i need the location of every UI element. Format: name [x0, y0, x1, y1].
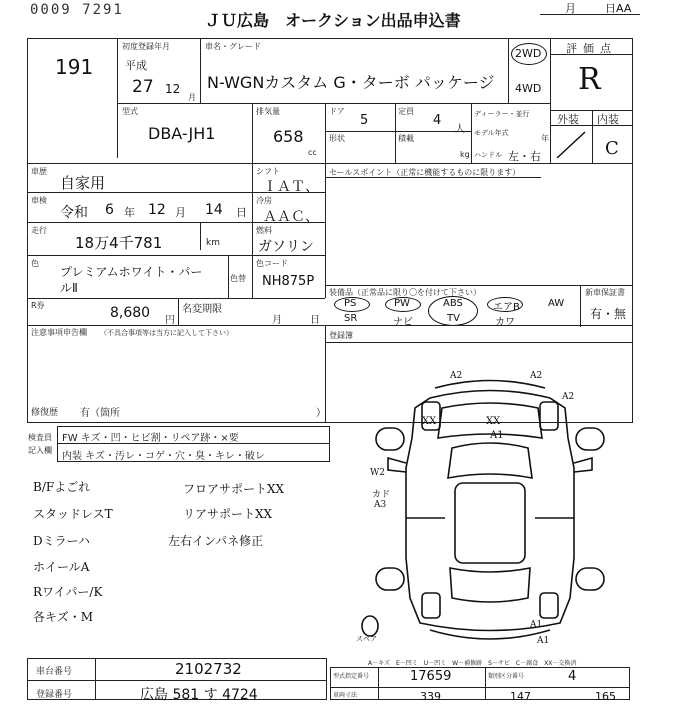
equip-leather: カワ [495, 317, 515, 328]
int-value: C [605, 138, 619, 159]
inspection-year: 6 [105, 202, 114, 218]
displacement-value: 658 [273, 127, 304, 146]
mileage-value: 18万4千781 [75, 234, 163, 252]
color-code-label: 色コード [256, 259, 288, 268]
inspection-month-unit: 月 [175, 206, 186, 219]
diag-mark-spare: スペア [356, 635, 377, 643]
shift-value: ＩＡＴ、 [263, 179, 319, 195]
registration-check-value: 有・無 [590, 307, 627, 321]
color-value-2: ルⅡ [60, 281, 78, 295]
model-grade-label: 車名・グレード [205, 42, 261, 51]
diag-mark-a1-2: A1 [530, 620, 543, 630]
ac-value: ＡＡＣ、 [263, 209, 319, 225]
form-title: ＪＵ広島 オークション出品申込書 [205, 11, 461, 30]
usage-label: 車歴 [31, 167, 47, 176]
mileage-unit: km [206, 238, 220, 248]
car-damage-diagram [360, 368, 620, 653]
serial-number: 0009 7291 [30, 2, 124, 18]
diag-mark-xx-2: XX [486, 416, 501, 427]
note-left-3: Dミラーハ [33, 534, 91, 548]
capacity-unit: 人 [455, 124, 465, 135]
recycle-value: 8,680 [110, 305, 151, 321]
equip-abs: ABS [443, 298, 463, 309]
dealer-label: ディーラー・並行 [474, 110, 530, 118]
length: 339 [420, 690, 441, 703]
inspector-int-line: 内装 キズ・汚レ・コゲ・穴・臭・キレ・破レ [62, 451, 265, 462]
diag-mark-corner: カド [372, 490, 391, 500]
diag-mark-w2: W2 [370, 468, 385, 478]
note-left-5: Rワイパー/K [33, 585, 103, 599]
inspection-month: 12 [148, 202, 166, 218]
repair-close: ） [316, 408, 326, 419]
date-month: 月 [565, 2, 576, 15]
type-label: 型式 [122, 107, 138, 116]
registration-check-label: 新車保証書 [585, 288, 625, 297]
length-label: 車両寸法 [333, 692, 358, 699]
score-label: 評価点 [566, 42, 617, 55]
note-right-3: 左右インパネ修正 [168, 534, 264, 548]
recycle-unit: 円 [165, 315, 175, 326]
ext-label: 外装 [557, 113, 579, 126]
note-left-4: ホイールA [33, 560, 90, 574]
model-year-unit: 年 [541, 134, 549, 143]
ac-label: 冷房 [256, 196, 272, 205]
doors-value: 5 [360, 113, 369, 128]
equip-tv: TV [447, 313, 460, 324]
mileage-label: 走行 [31, 226, 47, 235]
equipment-label: 装備品（正常品に限り〇を付けて下さい） [329, 288, 481, 297]
reg-number: 広島 581 す 4724 [140, 687, 258, 703]
inspection-era: 令和 [60, 205, 88, 221]
equip-navi: ナビ [393, 317, 413, 328]
category: 4 [568, 669, 577, 684]
diag-mark-a2-2: A2 [530, 371, 543, 381]
inspector-label-2: 記入欄 [28, 446, 52, 455]
width: 147 [510, 690, 531, 703]
model-year-label: モデル年式 [474, 129, 509, 137]
handle-label: ハンドル [474, 151, 502, 159]
model-grade-value: N-WGNカスタム G・ターボ パッケージ [207, 73, 495, 92]
note-left-2: スタッドレスT [33, 507, 113, 521]
model-number-label: 型式指定番号 [333, 673, 370, 680]
car-number: 2102732 [175, 660, 242, 678]
inspection-year-unit: 年 [124, 206, 135, 219]
loading-unit: kg [460, 150, 470, 159]
int-label: 内装 [597, 113, 619, 126]
category-label: 類別区分番号 [488, 673, 525, 680]
name-change-label: 名変期限 [182, 304, 222, 315]
first-reg-month-unit: 月 [188, 93, 196, 102]
color-value-1: プレミアムホワイト・パー [60, 265, 203, 279]
inspection-label: 車検 [31, 196, 47, 205]
date-day: 日AA [605, 2, 632, 15]
color-code: NH875P [262, 274, 315, 289]
usage-value: 自家用 [60, 174, 106, 192]
inspector-fw-line: FW キズ・凹・ヒビ割・リペア跡・×要 [62, 433, 239, 444]
color-label: 色 [31, 259, 39, 268]
diag-mark-a1-1: A1 [490, 430, 504, 441]
inspector-label-1: 検査員 [28, 433, 52, 442]
first-reg-era: 平成 [125, 59, 147, 72]
drive-4wd: 4WD [515, 82, 542, 95]
loading-label: 積載 [398, 134, 414, 143]
note-right-2: リアサポートXX [183, 507, 273, 521]
header [0, 0, 700, 38]
equip-sr: SR [344, 313, 358, 324]
note-left-1: B/Fよごれ [33, 480, 91, 494]
reg-number-label: 登録番号 [36, 690, 73, 700]
displacement-label: 排気量 [256, 107, 280, 116]
equip-airbag: エアB [493, 302, 520, 313]
equip-aw: AW [548, 298, 565, 309]
first-reg-month: 12 [165, 82, 181, 96]
shift-label: シフト [256, 167, 280, 176]
repair-label: 修復歴 [31, 408, 59, 418]
diag-mark-a1-3: A1 [537, 636, 550, 646]
inspection-day: 14 [205, 202, 223, 218]
name-change-day: 日 [310, 315, 320, 326]
note-right-1: フロアサポートXX [183, 482, 285, 496]
extra-registry-label: 登録簿 [329, 331, 353, 340]
footer-right-box [330, 667, 630, 700]
capacity-label: 定員 [398, 107, 414, 116]
lot-number: 191 [55, 55, 94, 79]
capacity-value: 4 [433, 113, 442, 128]
inspection-day-unit: 日 [236, 206, 247, 219]
name-change-month: 月 [272, 315, 282, 326]
height: 165 [595, 690, 616, 703]
score-value: R [578, 62, 601, 97]
damage-legend: A－キズ E－凹ミ U－凹ミ W－補修跡 S－サビ C－腐食 XX－交換済 [368, 660, 577, 667]
notes-label: 注意事項申告欄 [31, 328, 87, 337]
diag-mark-a2-1: A2 [450, 371, 463, 381]
ext-slash-mark [555, 128, 589, 160]
equip-pw: PW [394, 298, 410, 309]
diag-mark-a2-3: A2 [562, 392, 575, 402]
fuel-value: ガソリン [258, 239, 314, 255]
recycle-label: R券 [31, 301, 45, 310]
diag-mark-xx-1: XX [422, 416, 437, 427]
fuel-label: 燃料 [256, 226, 272, 235]
doors-label: ドア [329, 107, 345, 116]
handle-value: 左・右 [508, 150, 541, 163]
first-reg-year: 27 [132, 77, 154, 97]
sales-point-label: セールスポイント（正常に機能するものに限ります） [329, 168, 521, 177]
diag-mark-a3: A3 [374, 500, 387, 510]
model-number: 17659 [410, 669, 452, 684]
repair-value: 有（箇所 [80, 408, 120, 419]
car-number-label: 車台番号 [36, 667, 73, 677]
notes-sublabel: （不具合事項等は当方に記入して下さい） [100, 329, 233, 337]
note-left-6: 各キズ・M [33, 610, 94, 624]
drive-2wd: 2WD [515, 47, 542, 60]
color-change-label: 色替 [230, 274, 246, 283]
shape-label: 形状 [329, 134, 345, 143]
first-reg-label: 初度登録年月 [122, 42, 170, 51]
displacement-unit: cc [308, 148, 317, 157]
type-value: DBA-JH1 [148, 124, 216, 143]
equip-ps: PS [344, 298, 357, 309]
